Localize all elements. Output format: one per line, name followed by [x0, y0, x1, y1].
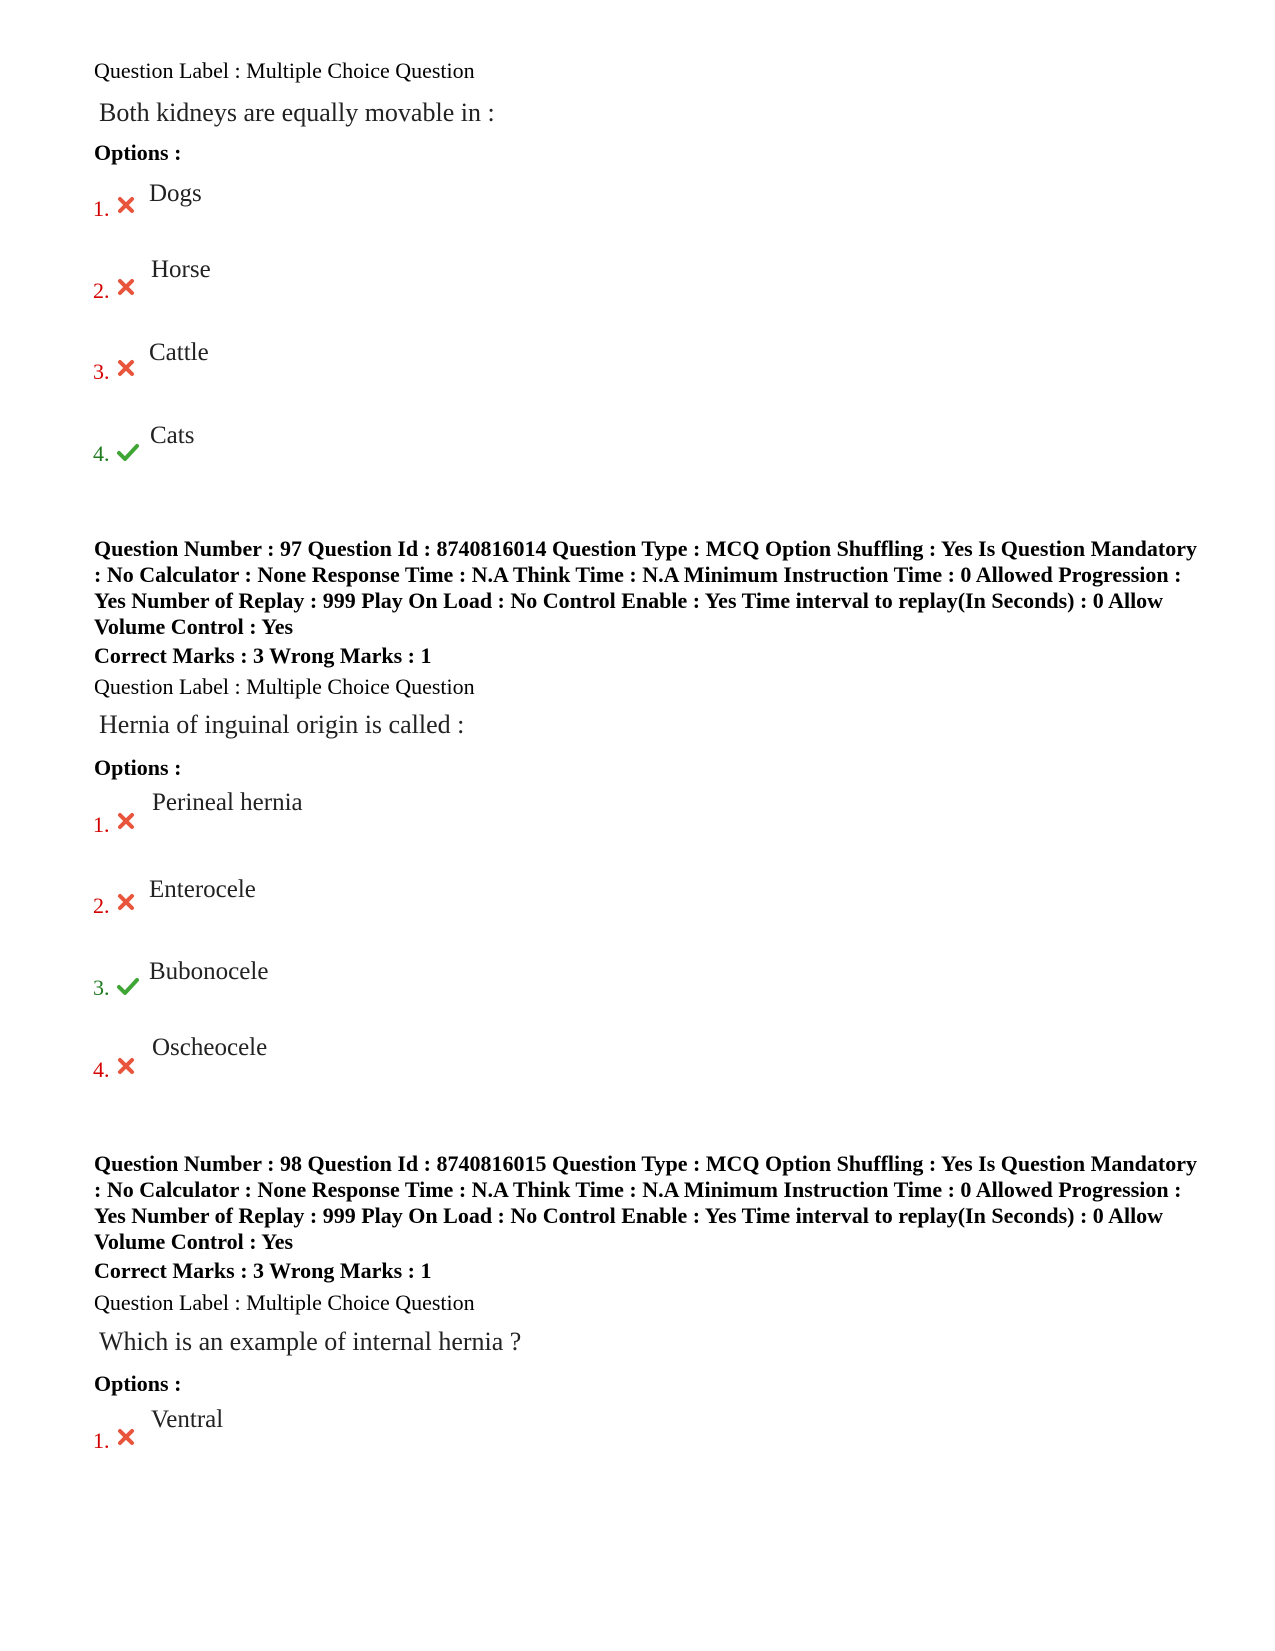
- option-text: Ventral: [151, 1406, 224, 1433]
- marks-line: Correct Marks : 3 Wrong Marks : 1: [94, 1258, 432, 1283]
- option-number: 2.: [93, 893, 110, 918]
- question-text: Both kidneys are equally movable in :: [99, 98, 495, 127]
- check-icon: [116, 442, 140, 462]
- option-number: 4.: [93, 441, 110, 466]
- option-number: 2.: [93, 278, 110, 303]
- options-heading: Options :: [94, 140, 182, 165]
- question-text: Hernia of inguinal origin is called :: [99, 710, 465, 739]
- option-text: Oscheocele: [152, 1034, 268, 1061]
- question-meta: Question Number : 97 Question Id : 8740816014 Question Type : MCQ Option Shuffling : Yes Is Question Mandatory : No Calculator : None Response Time : N.A Think Time : N.A Minimum Instruction Time : 0 Allowed Progression : Yes Number of Replay : 999 Play On Load : No Control Enable : Yes Time interval to replay(In Seconds) : 0 Allow Volume Control : Yes: [94, 536, 1197, 639]
- question-label: Question Label : Multiple Choice Question: [94, 1290, 475, 1315]
- option-number: 1.: [93, 1428, 110, 1453]
- option-text: Enterocele: [149, 876, 256, 903]
- option-text: Horse: [151, 256, 211, 283]
- question-label: Question Label : Multiple Choice Question: [94, 674, 475, 699]
- option-text: Cats: [150, 422, 195, 449]
- options-heading: Options :: [94, 755, 182, 780]
- cross-icon: [116, 277, 136, 297]
- question-meta: Question Number : 98 Question Id : 8740816015 Question Type : MCQ Option Shuffling : Yes Is Question Mandatory : No Calculator : None Response Time : N.A Think Time : N.A Minimum Instruction Time : 0 Allowed Progression : Yes Number of Replay : 999 Play On Load : No Control Enable : Yes Time interval to replay(In Seconds) : 0 Allow Volume Control : Yes: [94, 1151, 1197, 1254]
- cross-icon: [116, 811, 136, 831]
- question-label: Question Label : Multiple Choice Question: [94, 58, 475, 83]
- cross-icon: [116, 892, 136, 912]
- cross-icon: [116, 1056, 136, 1076]
- option-text: Dogs: [149, 180, 202, 207]
- option-text: Perineal hernia: [152, 789, 303, 816]
- option-number: 1.: [93, 196, 110, 221]
- cross-icon: [116, 1427, 136, 1447]
- option-number: 3.: [93, 359, 110, 384]
- options-heading: Options :: [94, 1371, 182, 1396]
- option-number: 4.: [93, 1057, 110, 1082]
- marks-line: Correct Marks : 3 Wrong Marks : 1: [94, 643, 432, 668]
- option-number: 1.: [93, 812, 110, 837]
- check-icon: [116, 976, 140, 996]
- option-number: 3.: [93, 975, 110, 1000]
- cross-icon: [116, 358, 136, 378]
- option-text: Bubonocele: [149, 958, 269, 985]
- question-text: Which is an example of internal hernia ?: [99, 1327, 522, 1356]
- option-text: Cattle: [149, 339, 209, 366]
- cross-icon: [116, 195, 136, 215]
